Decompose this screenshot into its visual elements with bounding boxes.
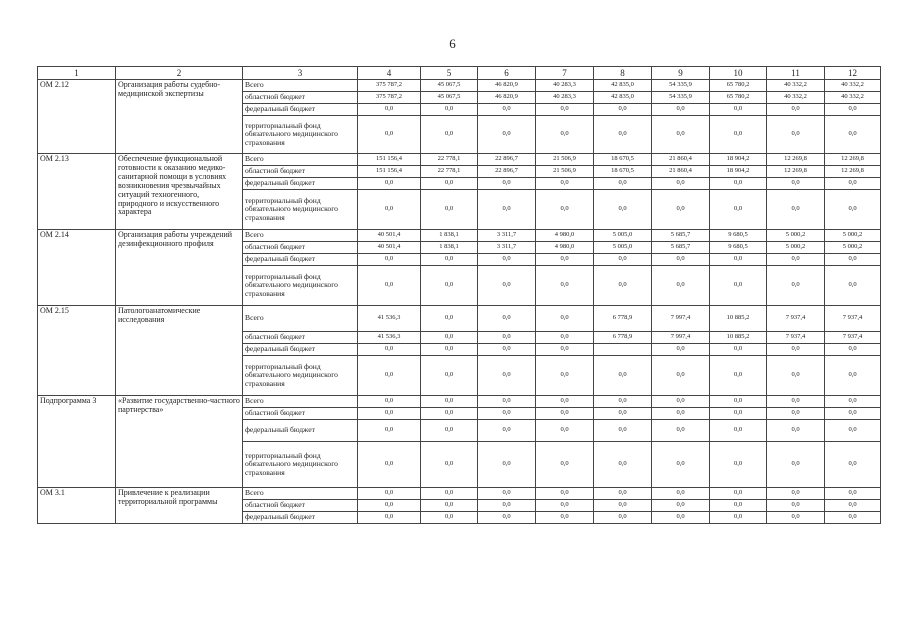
amount-cell: 0,0 [421,178,478,190]
amount-cell: 0,0 [825,344,881,356]
budget-table [37,66,881,524]
amount-cell: 0,0 [710,116,767,154]
amount-cell: 0,0 [478,408,536,420]
amount-cell: 0,0 [710,254,767,266]
amount-cell: 0,0 [421,442,478,488]
amount-cell: 0,0 [478,500,536,512]
amount-cell: 0,0 [652,488,710,500]
amount-cell: 0,0 [421,116,478,154]
amount-cell: 0,0 [594,500,652,512]
amount-cell: 0,0 [478,332,536,344]
column-header: 3 [243,67,358,80]
amount-cell: 5 000,2 [767,242,825,254]
funding-source: областной бюджет [243,92,358,104]
amount-cell: 4 980,0 [536,242,594,254]
amount-cell: 0,0 [536,266,594,306]
amount-cell: 0,0 [825,420,881,442]
amount-cell: 54 335,9 [652,92,710,104]
amount-cell: 0,0 [710,104,767,116]
amount-cell: 0,0 [421,306,478,332]
amount-cell: 0,0 [767,344,825,356]
funding-source: Всего [243,396,358,408]
amount-cell: 21 860,4 [652,154,710,166]
amount-cell: 0,0 [478,254,536,266]
amount-cell: 5 005,0 [594,242,652,254]
funding-source: федеральный бюджет [243,104,358,116]
amount-cell: 0,0 [652,178,710,190]
amount-cell: 18 904,2 [710,166,767,178]
amount-cell: 0,0 [358,396,421,408]
amount-cell: 10 885,2 [710,332,767,344]
amount-cell: 22 778,1 [421,166,478,178]
amount-cell: 0,0 [767,254,825,266]
amount-cell: 45 067,5 [421,92,478,104]
amount-cell: 5 685,7 [652,230,710,242]
amount-cell: 0,0 [767,356,825,396]
funding-source: территориальный фонд обязательного медицинского страхования [243,442,358,488]
funding-source: Всего [243,488,358,500]
amount-cell: 0,0 [421,420,478,442]
amount-cell: 1 838,1 [421,230,478,242]
amount-cell: 0,0 [825,190,881,230]
amount-cell: 0,0 [825,408,881,420]
amount-cell: 0,0 [652,356,710,396]
amount-cell: 0,0 [421,396,478,408]
table-row [38,154,881,166]
amount-cell: 0,0 [594,266,652,306]
amount-cell [594,344,652,356]
amount-cell: 0,0 [358,266,421,306]
amount-cell: 0,0 [536,396,594,408]
amount-cell: 0,0 [536,420,594,442]
measure-code: ОМ 2.14 [38,230,116,306]
amount-cell: 0,0 [594,104,652,116]
measure-name: Привлечение к реализации территориальной программы [116,488,243,524]
amount-cell: 12 269,8 [767,166,825,178]
amount-cell: 9 680,5 [710,242,767,254]
amount-cell: 3 311,7 [478,230,536,242]
funding-source: областной бюджет [243,332,358,344]
table-row [38,488,881,500]
funding-source: Всего [243,80,358,92]
funding-source: Всего [243,230,358,242]
amount-cell: 0,0 [652,344,710,356]
amount-cell: 0,0 [536,178,594,190]
amount-cell: 0,0 [594,178,652,190]
amount-cell: 0,0 [825,442,881,488]
amount-cell: 0,0 [421,332,478,344]
amount-cell: 0,0 [358,344,421,356]
funding-source: федеральный бюджет [243,254,358,266]
amount-cell: 151 156,4 [358,154,421,166]
measure-name: «Развитие государственно-частного партнерства» [116,396,243,488]
amount-cell: 0,0 [358,512,421,524]
amount-cell: 65 780,2 [710,80,767,92]
amount-cell: 0,0 [421,344,478,356]
amount-cell: 10 885,2 [710,306,767,332]
amount-cell: 0,0 [825,266,881,306]
amount-cell: 0,0 [358,116,421,154]
amount-cell: 0,0 [536,116,594,154]
amount-cell: 0,0 [767,408,825,420]
amount-cell: 0,0 [536,306,594,332]
amount-cell: 0,0 [825,356,881,396]
amount-cell: 0,0 [710,488,767,500]
amount-cell: 0,0 [478,420,536,442]
amount-cell: 151 156,4 [358,166,421,178]
measure-code: ОМ 2.13 [38,154,116,230]
amount-cell: 0,0 [767,266,825,306]
amount-cell: 0,0 [358,408,421,420]
column-header: 11 [767,67,825,80]
amount-cell: 0,0 [536,488,594,500]
amount-cell: 0,0 [710,266,767,306]
amount-cell: 0,0 [478,178,536,190]
amount-cell: 0,0 [710,512,767,524]
amount-cell: 0,0 [536,254,594,266]
measure-name: Организация работы судебно-медицинской экспертизы [116,80,243,154]
amount-cell: 0,0 [825,116,881,154]
amount-cell: 0,0 [536,104,594,116]
amount-cell: 0,0 [478,356,536,396]
header-row [38,67,881,80]
column-header: 4 [358,67,421,80]
amount-cell: 0,0 [421,104,478,116]
amount-cell: 0,0 [421,512,478,524]
measure-code: ОМ 2.15 [38,306,116,396]
amount-cell: 7 997,4 [652,332,710,344]
amount-cell: 0,0 [358,104,421,116]
amount-cell: 375 787,2 [358,80,421,92]
amount-cell: 0,0 [536,190,594,230]
amount-cell: 0,0 [358,356,421,396]
measure-code: Подпрограмма 3 [38,396,116,488]
amount-cell: 0,0 [421,254,478,266]
amount-cell: 0,0 [825,500,881,512]
amount-cell: 0,0 [652,420,710,442]
amount-cell: 0,0 [358,442,421,488]
amount-cell: 0,0 [710,190,767,230]
amount-cell: 18 670,5 [594,166,652,178]
amount-cell: 41 536,3 [358,306,421,332]
amount-cell: 0,0 [767,420,825,442]
amount-cell: 0,0 [594,396,652,408]
amount-cell: 6 778,9 [594,332,652,344]
amount-cell: 0,0 [536,344,594,356]
amount-cell: 375 787,2 [358,92,421,104]
amount-cell: 7 937,4 [767,306,825,332]
amount-cell: 0,0 [767,396,825,408]
measure-name: Организация работы учреждений дезинфекционного профиля [116,230,243,306]
amount-cell: 0,0 [767,488,825,500]
amount-cell: 40 332,2 [825,92,881,104]
amount-cell: 0,0 [652,116,710,154]
amount-cell: 21 506,9 [536,166,594,178]
amount-cell: 0,0 [358,488,421,500]
amount-cell: 0,0 [478,116,536,154]
amount-cell: 0,0 [594,488,652,500]
amount-cell: 0,0 [825,178,881,190]
amount-cell: 0,0 [652,266,710,306]
amount-cell: 1 838,1 [421,242,478,254]
amount-cell: 0,0 [536,512,594,524]
amount-cell: 0,0 [710,500,767,512]
measure-code: ОМ 3.1 [38,488,116,524]
amount-cell: 0,0 [767,442,825,488]
amount-cell: 0,0 [421,266,478,306]
amount-cell: 0,0 [594,190,652,230]
page-number: 6 [449,36,456,51]
amount-cell: 0,0 [358,420,421,442]
funding-source: федеральный бюджет [243,178,358,190]
amount-cell: 0,0 [478,396,536,408]
amount-cell: 46 820,9 [478,80,536,92]
amount-cell: 0,0 [358,500,421,512]
amount-cell: 0,0 [825,512,881,524]
amount-cell: 0,0 [710,178,767,190]
amount-cell: 40 283,3 [536,92,594,104]
funding-source: территориальный фонд обязательного медицинского страхования [243,190,358,230]
funding-source: федеральный бюджет [243,420,358,442]
amount-cell: 0,0 [421,408,478,420]
amount-cell: 0,0 [767,512,825,524]
amount-cell: 0,0 [652,396,710,408]
amount-cell: 0,0 [421,356,478,396]
funding-source: территориальный фонд обязательного медицинского страхования [243,266,358,306]
amount-cell: 22 896,7 [478,166,536,178]
amount-cell: 0,0 [594,442,652,488]
amount-cell: 0,0 [825,254,881,266]
amount-cell: 0,0 [652,190,710,230]
funding-source: областной бюджет [243,166,358,178]
amount-cell: 12 269,8 [825,154,881,166]
amount-cell: 0,0 [825,488,881,500]
amount-cell: 0,0 [594,116,652,154]
amount-cell: 40 501,4 [358,242,421,254]
amount-cell: 54 335,9 [652,80,710,92]
amount-cell: 40 332,2 [767,80,825,92]
amount-cell: 0,0 [478,190,536,230]
funding-source: федеральный бюджет [243,344,358,356]
amount-cell: 21 506,9 [536,154,594,166]
amount-cell: 0,0 [652,408,710,420]
amount-cell: 18 904,2 [710,154,767,166]
amount-cell: 65 780,2 [710,92,767,104]
measure-code: ОМ 2.12 [38,80,116,154]
amount-cell: 0,0 [825,396,881,408]
amount-cell: 0,0 [767,190,825,230]
amount-cell: 4 980,0 [536,230,594,242]
amount-cell: 0,0 [536,442,594,488]
amount-cell: 40 332,2 [767,92,825,104]
column-header: 2 [116,67,243,80]
amount-cell: 46 820,9 [478,92,536,104]
amount-cell: 5 000,2 [825,242,881,254]
amount-cell: 21 860,4 [652,166,710,178]
amount-cell: 42 835,0 [594,80,652,92]
amount-cell: 0,0 [536,500,594,512]
amount-cell: 5 000,2 [825,230,881,242]
amount-cell: 0,0 [652,500,710,512]
amount-cell: 7 937,4 [825,306,881,332]
amount-cell: 0,0 [767,178,825,190]
amount-cell: 0,0 [767,104,825,116]
amount-cell: 0,0 [710,344,767,356]
amount-cell: 0,0 [594,408,652,420]
amount-cell: 12 269,8 [825,166,881,178]
table-row [38,306,881,332]
funding-source: областной бюджет [243,500,358,512]
amount-cell: 0,0 [421,500,478,512]
amount-cell: 0,0 [358,190,421,230]
column-header: 7 [536,67,594,80]
amount-cell: 40 283,3 [536,80,594,92]
amount-cell: 0,0 [710,420,767,442]
amount-cell: 0,0 [710,356,767,396]
amount-cell: 3 311,7 [478,242,536,254]
amount-cell: 0,0 [594,254,652,266]
amount-cell: 0,0 [594,420,652,442]
amount-cell: 0,0 [767,116,825,154]
table-row [38,80,881,92]
amount-cell: 0,0 [478,488,536,500]
amount-cell: 0,0 [478,512,536,524]
amount-cell: 0,0 [652,442,710,488]
amount-cell: 0,0 [710,442,767,488]
column-header: 1 [38,67,116,80]
amount-cell: 0,0 [478,104,536,116]
table-body [38,80,881,524]
funding-source: областной бюджет [243,242,358,254]
amount-cell: 0,0 [594,512,652,524]
amount-cell: 0,0 [652,104,710,116]
amount-cell: 40 332,2 [825,80,881,92]
amount-cell: 0,0 [825,104,881,116]
amount-cell: 0,0 [478,344,536,356]
amount-cell: 0,0 [358,178,421,190]
amount-cell: 0,0 [652,512,710,524]
amount-cell: 0,0 [421,190,478,230]
column-header: 6 [478,67,536,80]
funding-source: областной бюджет [243,408,358,420]
amount-cell: 18 670,5 [594,154,652,166]
amount-cell: 0,0 [710,396,767,408]
column-header: 5 [421,67,478,80]
funding-source: территориальный фонд обязательного медицинского страхования [243,116,358,154]
column-header: 8 [594,67,652,80]
amount-cell: 0,0 [594,356,652,396]
amount-cell: 12 269,8 [767,154,825,166]
funding-source: Всего [243,306,358,332]
amount-cell: 9 680,5 [710,230,767,242]
amount-cell: 0,0 [652,254,710,266]
funding-source: Всего [243,154,358,166]
column-header: 12 [825,67,881,80]
amount-cell: 7 997,4 [652,306,710,332]
amount-cell: 41 536,3 [358,332,421,344]
amount-cell: 40 501,4 [358,230,421,242]
column-header: 10 [710,67,767,80]
amount-cell: 5 000,2 [767,230,825,242]
amount-cell: 7 937,4 [825,332,881,344]
amount-cell: 7 937,4 [767,332,825,344]
amount-cell: 0,0 [358,254,421,266]
table-row [38,396,881,408]
amount-cell: 0,0 [536,356,594,396]
amount-cell: 0,0 [710,408,767,420]
amount-cell: 6 778,9 [594,306,652,332]
measure-name: Обеспечение функциональной готовности к оказанию медико-санитарной помощи в условиях возникновения чрезвычайных ситуаций техногенного, природного и искусственного характера [116,154,243,230]
amount-cell: 0,0 [536,332,594,344]
funding-source: федеральный бюджет [243,512,358,524]
amount-cell: 0,0 [536,408,594,420]
amount-cell: 22 896,7 [478,154,536,166]
amount-cell: 0,0 [421,488,478,500]
amount-cell: 42 835,0 [594,92,652,104]
amount-cell: 5 685,7 [652,242,710,254]
amount-cell: 5 005,0 [594,230,652,242]
amount-cell: 0,0 [478,442,536,488]
column-header: 9 [652,67,710,80]
amount-cell: 0,0 [767,500,825,512]
funding-source: территориальный фонд обязательного медицинского страхования [243,356,358,396]
table-row [38,230,881,242]
amount-cell: 0,0 [478,266,536,306]
amount-cell: 0,0 [478,306,536,332]
measure-name: Патологоанатомические исследования [116,306,243,396]
amount-cell: 22 778,1 [421,154,478,166]
amount-cell: 45 067,5 [421,80,478,92]
